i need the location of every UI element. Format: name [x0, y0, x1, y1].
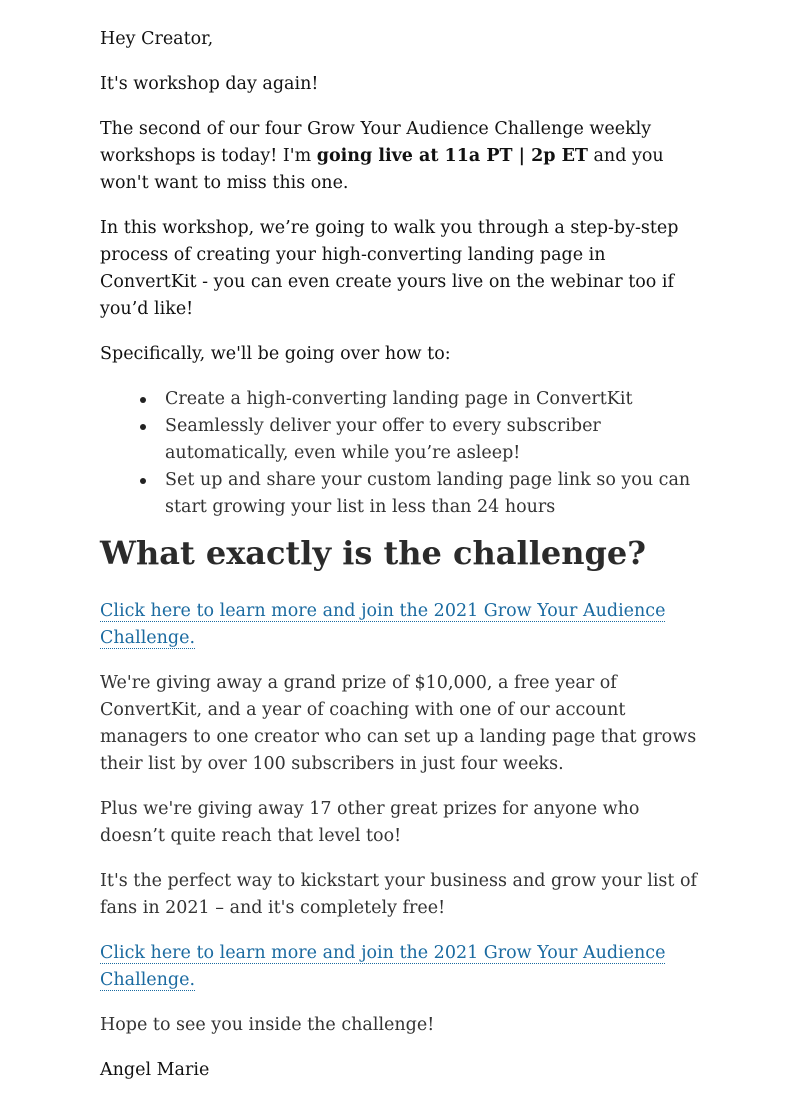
- other-prizes-paragraph: Plus we're giving away 17 other great prizes for anyone who doesn’t quite reach that level too!: [100, 799, 640, 846]
- workshop-description: In this workshop, we’re going to walk you through a step-by-step process of creating your high-converting landing page in ConvertKit - you can even create yours live on the webinar too if you’d like!: [100, 218, 679, 319]
- signature: Angel Marie: [100, 1060, 210, 1080]
- challenge-link-2[interactable]: Click here to learn more and join the 2021 Grow Your Audience Challenge.: [100, 943, 666, 990]
- workshop-paragraph: [100, 116, 704, 197]
- workshop-text-end: and you won't want to miss this one.: [100, 146, 664, 193]
- kickstart-paragraph: It's the perfect way to kickstart your business and grow your list of fans in 2021 – and it's completely free!: [100, 871, 698, 918]
- cta-paragraph-1: [100, 598, 704, 652]
- topics-list: [100, 386, 704, 521]
- challenge-heading: What exactly is the challenge?: [100, 534, 646, 572]
- list-item: Create a high-converting landing page in ConvertKit: [140, 386, 704, 413]
- list-item: Seamlessly deliver your offer to every subscriber automatically, even while you’re asleep!: [140, 413, 704, 467]
- closing-line: Hope to see you inside the challenge!: [100, 1015, 435, 1035]
- cta-paragraph-2: [100, 940, 704, 994]
- list-item: Set up and share your custom landing page link so you can start growing your list in less than 24 hours: [140, 467, 704, 521]
- prize-paragraph: We're giving away a grand prize of $10,000, a free year of ConvertKit, and a year of coaching with one of our account managers to one creator who can set up a landing page that grows their list by over 100 subscribers in just four weeks.: [100, 673, 697, 774]
- challenge-link-1[interactable]: Click here to learn more and join the 2021 Grow Your Audience Challenge.: [100, 601, 666, 648]
- live-time-bold: going live at 11a PT | 2p ET: [316, 146, 588, 166]
- greeting: Hey Creator,: [100, 29, 214, 49]
- overview-lead: Specifically, we'll be going over how to:: [100, 344, 451, 364]
- email-body: [100, 26, 704, 1102]
- workshop-text-start: The second of our four Grow Your Audience Challenge weekly workshops is today! I'm: [100, 119, 652, 166]
- intro-line: It's workshop day again!: [100, 74, 319, 94]
